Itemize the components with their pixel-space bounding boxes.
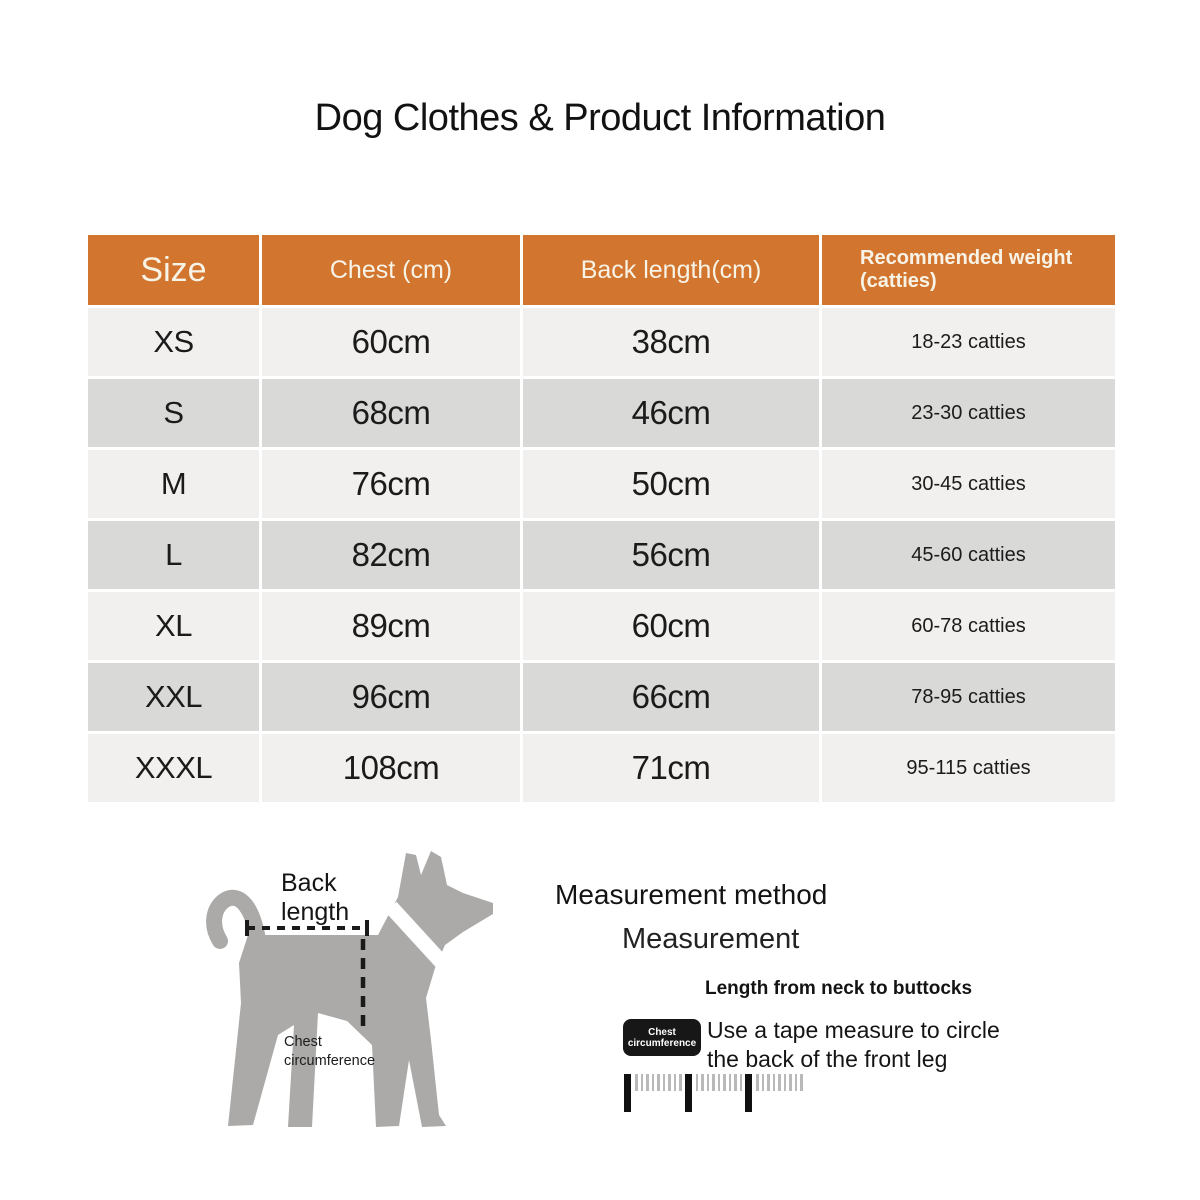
dog-silhouette-icon	[195, 835, 505, 1145]
ruler-minor-tick	[784, 1074, 787, 1091]
row-xs-chest: 60cm	[262, 308, 520, 376]
row-xs-back: 38cm	[523, 308, 819, 376]
dog-body	[228, 851, 493, 1127]
row-xxl-chest: 96cm	[262, 663, 520, 731]
row-xl-chest: 89cm	[262, 592, 520, 660]
ruler-minor-tick	[723, 1074, 726, 1091]
row-m-weight: 30-45 catties	[822, 450, 1115, 518]
ruler-minor-tick	[734, 1074, 737, 1091]
ruler-major-tick	[685, 1074, 692, 1112]
row-s-back: 46cm	[523, 379, 819, 447]
back-length-label: Back length	[281, 869, 350, 926]
ruler-minor-tick	[657, 1074, 660, 1091]
row-xs-weight: 18-23 catties	[822, 308, 1115, 376]
ruler-minor-tick	[668, 1074, 671, 1091]
row-l-back: 56cm	[523, 521, 819, 589]
page-title: Dog Clothes & Product Information	[314, 97, 886, 139]
header-back: Back length(cm)	[523, 235, 819, 305]
tape-ruler-icon	[624, 1074, 806, 1112]
row-xxl-size: XXL	[88, 663, 259, 731]
ruler-minor-tick	[762, 1074, 765, 1091]
header-size: Size	[88, 235, 259, 305]
ruler-minor-tick	[767, 1074, 770, 1091]
ruler-minor-tick	[712, 1074, 715, 1091]
ruler-major-tick	[745, 1074, 752, 1112]
ruler-minor-tick	[795, 1074, 798, 1091]
row-s-chest: 68cm	[262, 379, 520, 447]
ruler-minor-tick	[729, 1074, 732, 1091]
ruler-minor-tick	[679, 1074, 682, 1091]
dog-tail	[214, 898, 258, 941]
row-xxxl-chest: 108cm	[262, 734, 520, 802]
chest-circumference-label: Chest circumference	[284, 1034, 376, 1069]
row-l-weight: 45-60 catties	[822, 521, 1115, 589]
ruler-minor-tick	[701, 1074, 704, 1091]
row-xxxl-back: 71cm	[523, 734, 819, 802]
measurement-subheading: Measurement	[622, 923, 800, 955]
ruler-minor-tick	[773, 1074, 776, 1091]
size-table	[88, 235, 1118, 802]
row-xxxl-size: XXXL	[88, 734, 259, 802]
row-s-size: S	[88, 379, 259, 447]
ruler-minor-tick	[800, 1074, 803, 1091]
ruler-minor-tick	[635, 1074, 638, 1091]
row-xs-size: XS	[88, 308, 259, 376]
ruler-minor-tick	[674, 1074, 677, 1091]
row-l-chest: 82cm	[262, 521, 520, 589]
row-m-size: M	[88, 450, 259, 518]
row-l-size: L	[88, 521, 259, 589]
ruler-minor-tick	[652, 1074, 655, 1091]
ruler-minor-tick	[740, 1074, 743, 1091]
row-m-back: 50cm	[523, 450, 819, 518]
row-xl-back: 60cm	[523, 592, 819, 660]
ruler-minor-tick	[789, 1074, 792, 1091]
ruler-major-tick	[624, 1074, 631, 1112]
ruler-minor-tick	[663, 1074, 666, 1091]
tape-measure-instruction: Use a tape measure to circle the back of the front leg	[707, 1017, 1000, 1072]
row-xl-size: XL	[88, 592, 259, 660]
chest-circumference-badge: Chest circumference	[623, 1019, 701, 1056]
row-xl-weight: 60-78 catties	[822, 592, 1115, 660]
header-chest: Chest (cm)	[262, 235, 520, 305]
row-xxl-weight: 78-95 catties	[822, 663, 1115, 731]
measurement-method-heading: Measurement method	[555, 879, 828, 910]
ruler-minor-tick	[646, 1074, 649, 1091]
row-xxl-back: 66cm	[523, 663, 819, 731]
ruler-minor-tick	[641, 1074, 644, 1091]
ruler-minor-tick	[707, 1074, 710, 1091]
row-xxxl-weight: 95-115 catties	[822, 734, 1115, 802]
header-weight: Recommended weight (catties)	[822, 235, 1115, 305]
ruler-minor-tick	[696, 1074, 699, 1091]
back-length-note: Length from neck to buttocks	[705, 978, 973, 999]
ruler-minor-tick	[778, 1074, 781, 1091]
row-s-weight: 23-30 catties	[822, 379, 1115, 447]
row-m-chest: 76cm	[262, 450, 520, 518]
ruler-minor-tick	[718, 1074, 721, 1091]
ruler-minor-tick	[756, 1074, 759, 1091]
